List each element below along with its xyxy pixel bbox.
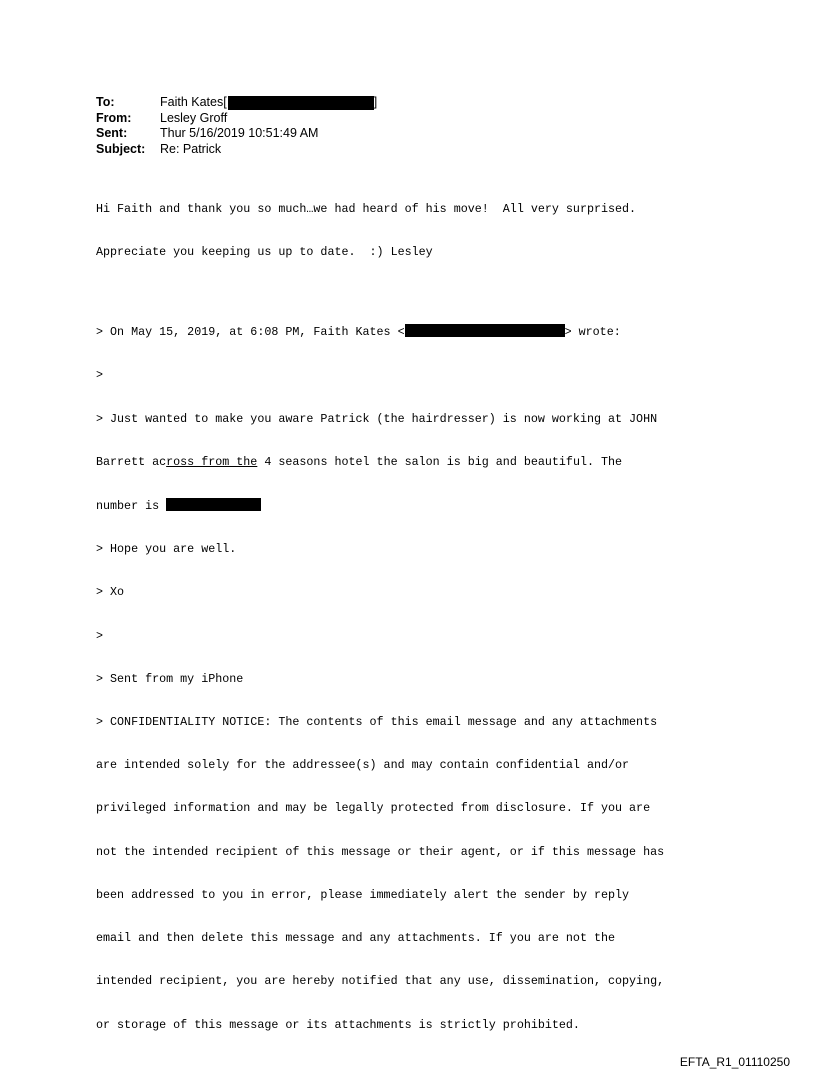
email-body <box>96 173 736 1061</box>
confidentiality-line-7: intended recipient, you are hereby notified that any use, dissemination, copying, <box>96 974 665 989</box>
from-row <box>96 111 377 127</box>
quote-line-3-text: number is <box>96 498 167 513</box>
confidentiality-line-6: email and then delete this message and any attachments. If you are not the <box>96 931 616 946</box>
quote-line-1: > Just wanted to make you aware Patrick (the hairdresser) is now working at JOHN <box>96 411 658 426</box>
quote-line-2-part-a: Barrett ac <box>96 454 167 469</box>
confidentiality-line-5: been addressed to you in error, please immediately alert the sender by reply <box>96 887 630 902</box>
to-row <box>96 95 377 111</box>
sent-label: Sent: <box>96 126 128 140</box>
quote-line-6: > Sent from my iPhone <box>96 671 244 686</box>
confidentiality-line-8: or storage of this message or its attachments is strictly prohibited. <box>96 1017 580 1032</box>
confidentiality-line-2: are intended solely for the addressee(s) and may contain confidential and/or <box>96 758 630 773</box>
sent-row <box>96 126 377 142</box>
from-value: Lesley Groff <box>160 110 228 125</box>
quote-line-2 <box>96 455 736 469</box>
quote-intro-line <box>96 324 736 339</box>
quote-blank-line-1: > <box>96 368 104 383</box>
quote-line-2-part-b: ross from the <box>166 454 258 469</box>
confidentiality-line-4: not the intended recipient of this message or their agent, or if this message has <box>96 844 665 859</box>
email-header-block <box>96 95 377 157</box>
paragraph-gap <box>96 288 736 295</box>
quote-line-4: > Hope you are well. <box>96 542 237 557</box>
from-label: From: <box>96 110 132 125</box>
quote-line-2-part-c: 4 seasons hotel the salon is big and beautiful. The <box>257 454 623 469</box>
quote-intro-before: > On May 15, 2019, at 6:08 PM, Faith Kates < <box>96 325 405 340</box>
to-bracket-close: ] <box>373 95 378 109</box>
reply-line-2: Appreciate you keeping us up to date. :) Lesley <box>96 245 433 260</box>
document-id-footer: EFTA_R1_01110250 <box>679 1055 790 1069</box>
redaction-box-phone-number <box>166 498 261 511</box>
quote-blank-line-2: > <box>96 628 104 643</box>
sent-value: Thur 5/16/2019 10:51:49 AM <box>160 126 319 140</box>
reply-line-1: Hi Faith and thank you so much…we had heard of his move! All very surprised. <box>96 201 637 216</box>
to-recipient-name: Faith Kates[ <box>160 95 227 109</box>
redaction-box-sender-email <box>405 324 565 337</box>
to-value <box>160 95 377 111</box>
quote-line-3 <box>96 498 736 513</box>
to-label: To: <box>96 95 115 109</box>
subject-value: Re: Patrick <box>160 141 222 156</box>
subject-row <box>96 142 377 158</box>
quote-line-5: > Xo <box>96 585 125 600</box>
subject-label: Subject: <box>96 141 146 156</box>
quote-intro-after: > wrote: <box>564 325 621 340</box>
confidentiality-line-1: > CONFIDENTIALITY NOTICE: The contents of this email message and any attachments <box>96 715 658 730</box>
redaction-box-to-email <box>228 96 374 110</box>
confidentiality-line-3: privileged information and may be legally protected from disclosure. If you are <box>96 801 651 816</box>
